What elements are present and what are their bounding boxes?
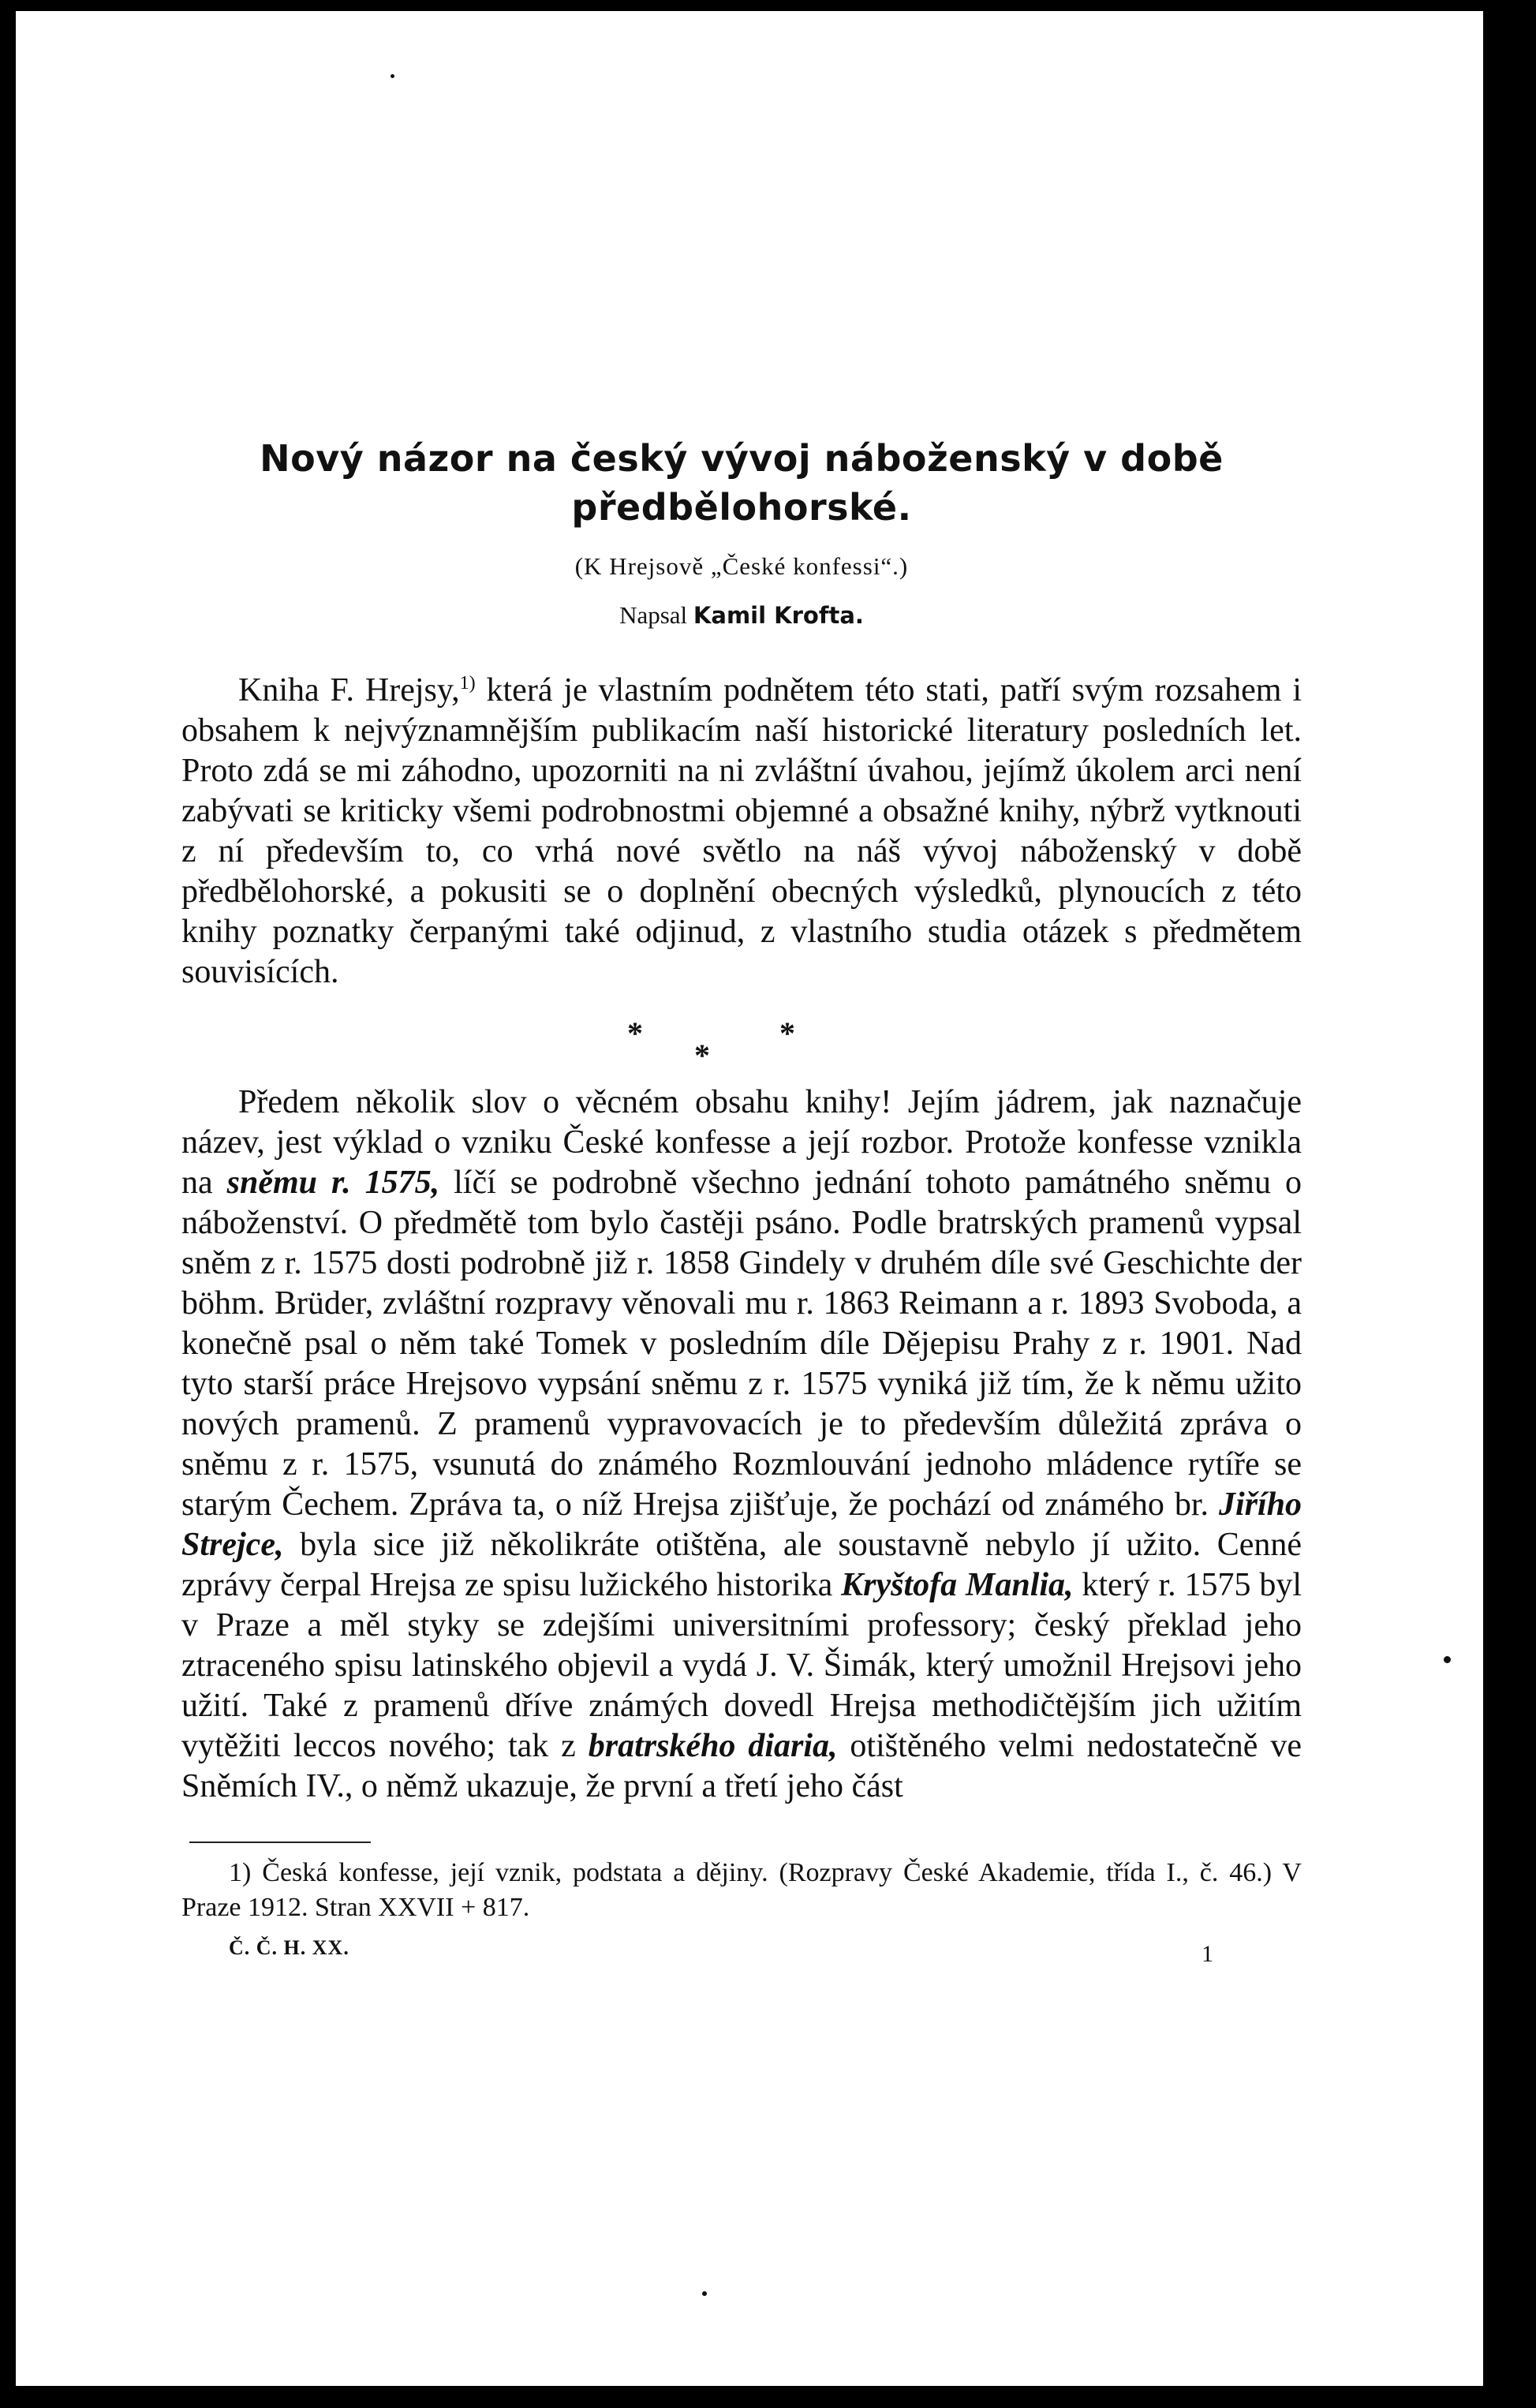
paragraph-intro-text-b: která je vlastním podnětem této stati, patří svým rozsahem i obsahem k nejvýznamnějším publikacím naší historické literatury posledních let. Proto zdá se mi záhodno, upozorniti na ni zvláštní úvahou, jejímž úkolem arci není zabývati se kriticky všemi podrobnostmi objemné a obsažné knihy, nýbrž vytknouti z ní především to, co vrhá nové světlo na náš vývoj náboženský v době předbělohorské, a pokusiti se o doplnění obecných výsledků, plynoucích z této knihy poznatky čerpanými také odjinud, z vlastního studia otázek s předmětem souvisících.	[181, 672, 1302, 990]
scan-speck	[702, 2291, 707, 2296]
paragraph-content-text: Předem několik slov o věcném obsahu knihy! Jejím jádrem, jak naznačuje název, jest výklad o vzniku České konfesse a její rozbor. Protože konfesse vznikla na	[181, 1084, 1302, 1201]
footnote-text: Česká konfesse, její vznik, podstata a dějiny. (Rozpravy České Akademie, třída I., č. 46.) V Praze 1912. Stran XXVII + 817.	[181, 1858, 1302, 1922]
document-page	[16, 11, 1483, 2386]
printer-signature: Č. Č. H. XX.	[229, 1936, 349, 1959]
scan-speck	[1444, 1656, 1451, 1663]
paragraph-intro	[181, 671, 1302, 993]
emphasis-text: bratrského diaria,	[588, 1728, 838, 1764]
paragraph-content-text: byla sice již několikráte otištěna, ale soustavně nebylo jí užito. Cenné zprávy čerpal Hrejsa ze spisu lužického historika	[181, 1527, 1302, 1603]
paragraph-content	[181, 1082, 1302, 1807]
emphasis-text: Kryštofa Manlia,	[841, 1567, 1074, 1603]
byline-prefix: Napsal	[619, 601, 688, 629]
footnote	[181, 1856, 1302, 1925]
footnote-marker: 1)	[229, 1858, 252, 1887]
paragraph-intro-text-a: Kniha F. Hrejsy,	[238, 672, 460, 709]
section-separator	[181, 1004, 1302, 1075]
paragraph-content-text: který r. 1575 byl v Praze a měl styky se zdejšími universitními professory; český překlad jeho ztraceného spisu latinského objevil a vydá J. V. Šimák, který umožnil Hrejsovi jeho užití. Také z pramenů dříve známých dovedl Hrejsa methodičtějším jich užitím vytěžiti leccos nového; tak z	[181, 1567, 1302, 1764]
page-number: 1	[1202, 1941, 1213, 1967]
separator-star: *	[627, 1015, 643, 1051]
emphasis-text: sněmu r. 1575,	[226, 1165, 440, 1201]
page-footer	[181, 1931, 1302, 1971]
author-name: Kamil Krofta.	[693, 602, 864, 629]
footnote-reference: 1)	[459, 673, 476, 694]
article-body	[181, 434, 1302, 1971]
article-subtitle: (K Hrejsově „České konfessi“.)	[574, 552, 909, 580]
article-title: Nový názor na český vývoj náboženský v době předbělohorské.	[260, 437, 1224, 529]
separator-star: *	[694, 1038, 710, 1073]
byline	[181, 600, 1302, 631]
separator-star: *	[779, 1015, 795, 1051]
footnote-divider	[189, 1842, 371, 1843]
scan-speck	[391, 74, 394, 78]
emphasis-text: Jiřího Strejce,	[181, 1486, 1302, 1563]
paragraph-content-text: líčí se podrobně všechno jednání tohoto památného sněmu o náboženství. O předmětě tom bylo častěji psáno. Podle bratrských pramenů vypsal sněm z r. 1575 dosti podrobně již r. 1858 Gindely v druhém díle své Geschichte der böhm. Brüder, zvláštní rozpravy věnovali mu r. 1863 Reimann a r. 1893 Svoboda, a konečně psal o něm také Tomek v posledním díle Dějepisu Prahy z r. 1901. Nad tyto starší práce Hrejsovo vypsání sněmu z r. 1575 vyniká již tím, že k němu užito nových pramenů. Z pramenů vypravovacích je to především důležitá zpráva o sněmu z r. 1575, vsunutá do známého Rozmlouvání jednoho mládence rytíře se starým Čechem. Zpráva ta, o níž Hrejsa zjišťuje, že pochází od známého br.	[181, 1165, 1302, 1523]
paragraph-content-text: otištěného velmi nedostatečně ve Sněmích IV., o němž ukazuje, že první a třetí jeho část	[181, 1728, 1302, 1804]
